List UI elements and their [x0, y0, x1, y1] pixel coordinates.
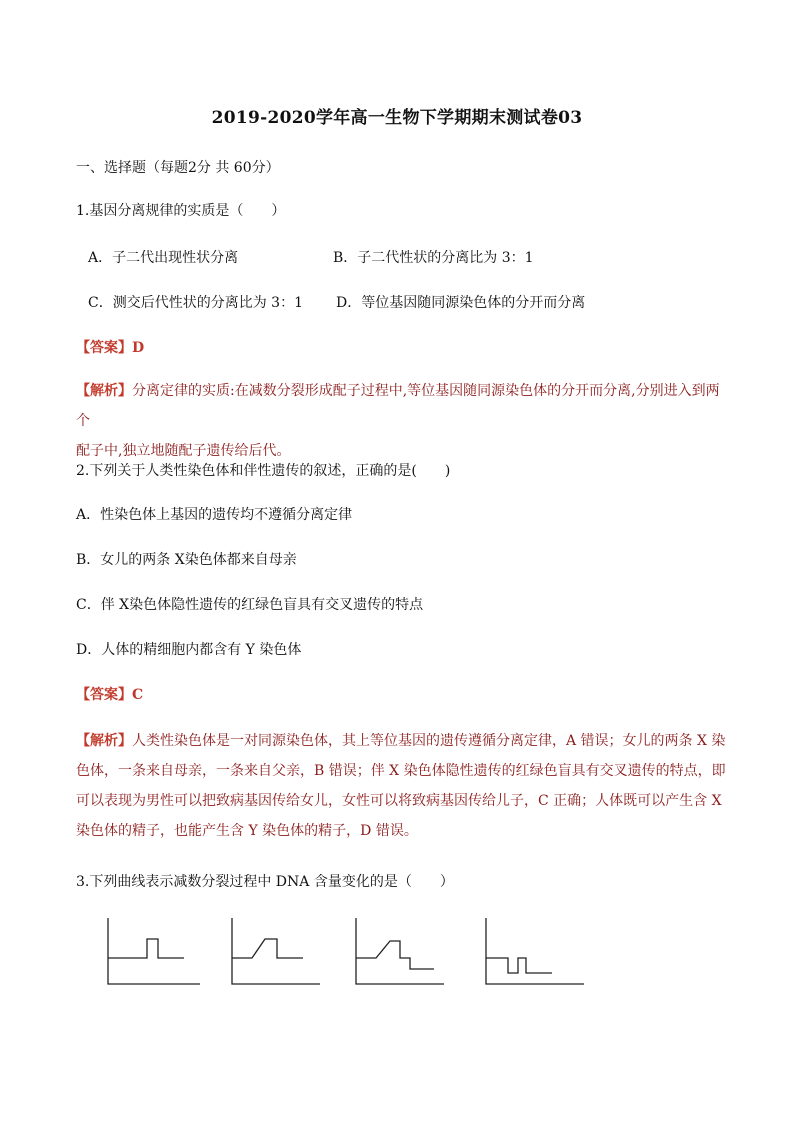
- q1-option-d: D．等位基因随同源染色体的分开而分离: [336, 295, 586, 311]
- explain-line: 配子中,独立地随配子遗传给后代。: [76, 443, 291, 459]
- graph-curve: [232, 939, 303, 958]
- q2-option-b: B．女儿的两条 X染色体都来自母亲: [76, 552, 297, 568]
- explain-line: 人类性染色体是一对同源染色体，其上等位基因的遗传遵循分离定律，A 错误；女儿的两条 X 染: [132, 733, 726, 749]
- graph-curve: [356, 941, 434, 969]
- graph-a: [108, 918, 200, 984]
- q2-answer: [76, 685, 143, 705]
- graph-c: [356, 918, 444, 984]
- q1-stem: 1.基因分离规律的实质是（ ）: [76, 203, 286, 219]
- answer-value: C: [132, 687, 144, 703]
- q2-option-d: D．人体的精细胞内都含有 Y 染色体: [76, 642, 302, 658]
- answer-value: D: [132, 340, 145, 356]
- q2-explanation: [76, 726, 726, 846]
- graph-axes: [108, 918, 200, 984]
- q2-option-c: C．伴 X染色体隐性遗传的红绿色盲具有交叉遗传的特点: [76, 597, 424, 613]
- q2-stem: 2.下列关于人类性染色体和伴性遗传的叙述，正确的是( ): [76, 463, 451, 479]
- q1-option-b: B．子二代性状的分离比为 3：1: [333, 250, 534, 266]
- dna-content-graphs: [96, 914, 596, 994]
- q1-option-a: A．子二代出现性状分离: [88, 250, 239, 266]
- q3-stem: 3.下列曲线表示减数分裂过程中 DNA 含量变化的是（ ）: [76, 874, 454, 890]
- graph-b: [232, 918, 320, 984]
- graph-curve: [486, 958, 552, 973]
- section-heading: 一、选择题（每题2分 共 60分）: [76, 160, 280, 176]
- graph-axes: [232, 918, 320, 984]
- q1-option-c: C．测交后代性状的分离比为 3：1: [88, 295, 303, 311]
- explain-line: 可以表现为男性可以把致病基因传给女儿，女性可以将致病基因传给儿子，C 正确；人体既可以产生含 X: [76, 793, 722, 809]
- q1-answer: [76, 338, 144, 358]
- answer-label: 【答案】: [76, 687, 132, 703]
- graph-curve: [108, 939, 184, 958]
- graph-axes: [486, 918, 584, 984]
- page-title: 2019-2020学年高一生物下学期期末测试卷03: [211, 108, 583, 128]
- graph-d: [486, 918, 584, 984]
- q1-explanation: [76, 376, 726, 466]
- q2-option-a: A．性染色体上基因的遗传均不遵循分离定律: [76, 507, 353, 523]
- explain-line: 染色体的精子，也能产生含 Y 染色体的精子，D 错误。: [76, 823, 418, 839]
- explain-line: 色体，一条来自母亲，一条来自父亲，B 错误；伴 X 染色体隐性遗传的红绿色盲具有交叉遗传的特点，即: [76, 763, 726, 779]
- answer-label: 【答案】: [76, 340, 132, 356]
- explain-label: 【解析】: [76, 733, 132, 749]
- explain-label: 【解析】: [76, 383, 132, 399]
- explain-line: 分离定律的实质:在减数分裂形成配子过程中,等位基因随同源染色体的分开而分离,分别进入到两个: [76, 383, 720, 429]
